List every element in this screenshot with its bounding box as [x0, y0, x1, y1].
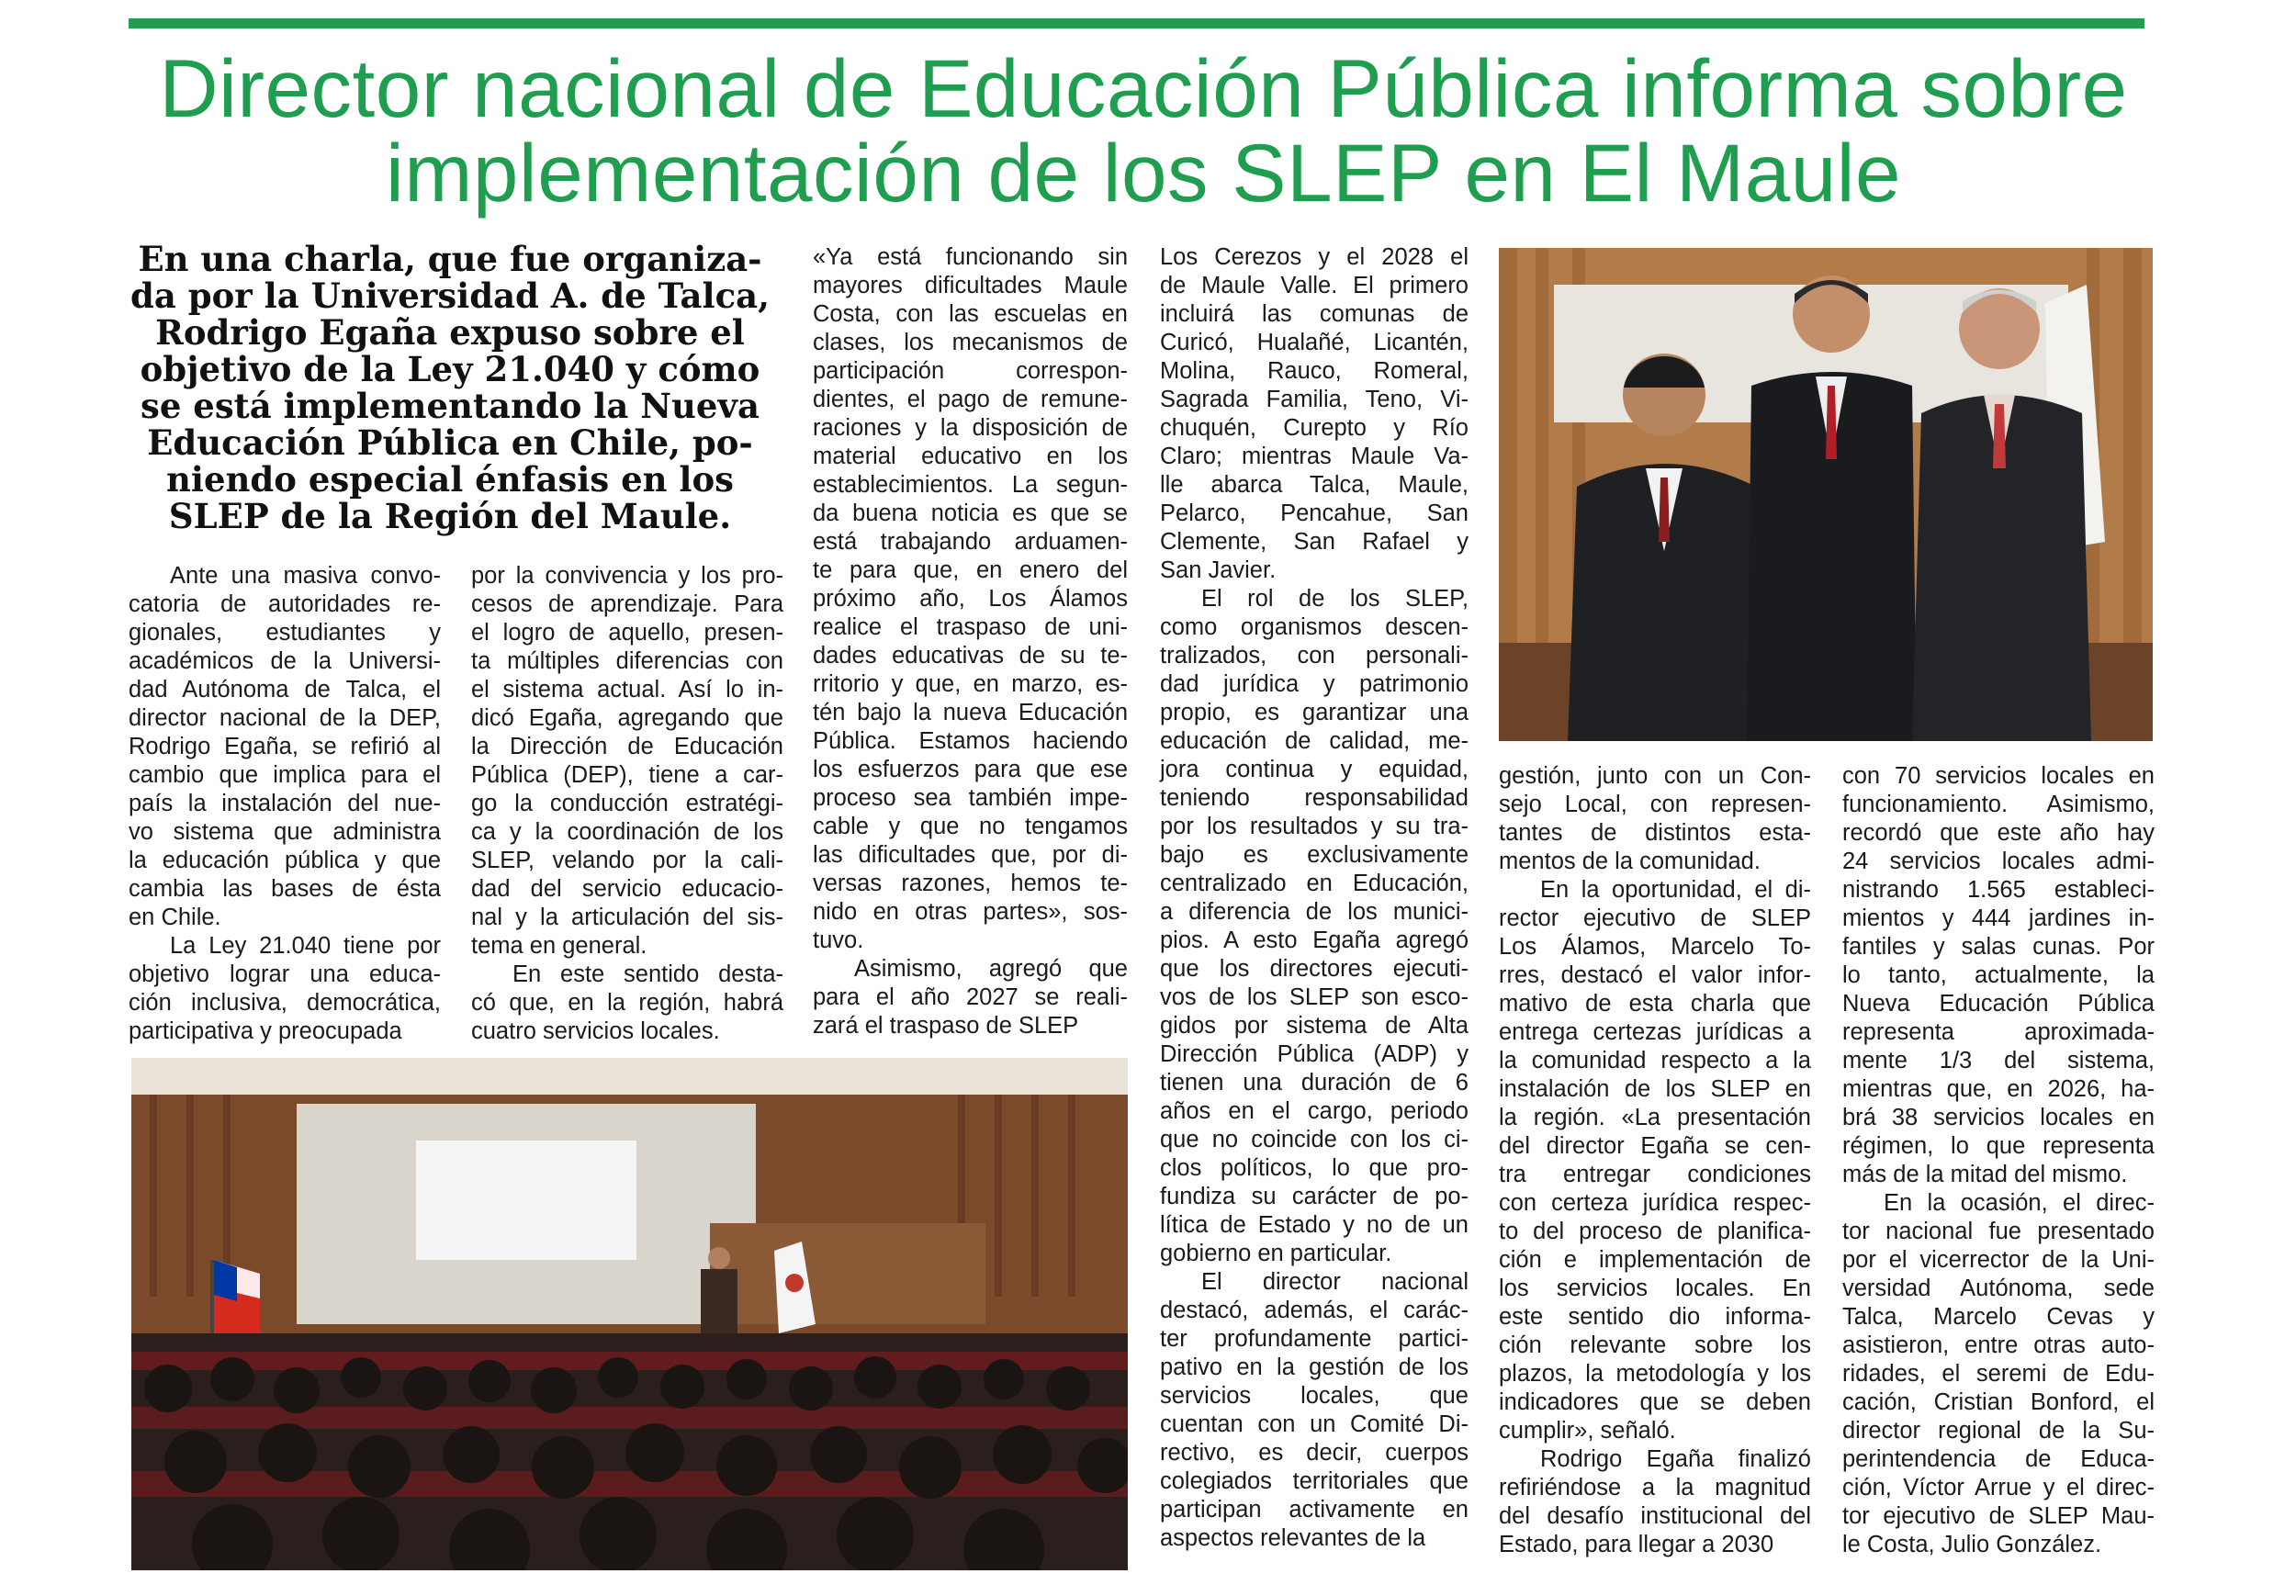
article-line: fundiza su carácter de po- [1160, 1184, 1469, 1209]
article-line: ción inclusiva, democrática, [129, 990, 441, 1016]
article-line: Talca, Marcelo Cevas y [1842, 1304, 2155, 1330]
article-line: director nacional de la DEP, [129, 705, 441, 731]
article-line: da buena noticia es que se [813, 500, 1128, 526]
article-line: lo tanto, actualmente, la [1842, 962, 2155, 988]
article-line: gestión, junto con un Con- [1499, 763, 1811, 789]
article-line: años en el cargo, periodo [1160, 1098, 1469, 1124]
article-line: académicos de la Universi- [129, 648, 441, 674]
article-line: Rodrigo Egaña finalizó [1540, 1446, 1811, 1472]
article-line: los esfuerzos para que ese [813, 757, 1128, 782]
column-4 [1160, 243, 1469, 1553]
article-line: colegiados territoriales que [1160, 1468, 1469, 1494]
article-line: centralizado en Educación, [1160, 871, 1469, 896]
headline-line-1: Director nacional de Educación Pública informa sobre [159, 42, 2128, 134]
article-line: Rodrigo Egaña, se refirió al [129, 734, 441, 759]
article-line: rectivo, es decir, cuerpos [1160, 1440, 1469, 1466]
article-line: por los resultados y su tra- [1160, 814, 1469, 839]
article-line: establecimientos. La segun- [813, 472, 1128, 498]
article-line: cuatro servicios locales. [471, 1018, 720, 1044]
article-line: ción relevante sobre los [1499, 1332, 1811, 1358]
article-line: asistieron, entre otras auto- [1842, 1332, 2155, 1358]
article-line: brá 38 servicios locales en [1842, 1105, 2155, 1130]
article-line: teniendo responsabilidad [1160, 785, 1469, 811]
article-line: participan activamente en [1160, 1497, 1469, 1523]
article-line: catoria de autoridades re- [129, 591, 441, 617]
article-line: clos políticos, lo que pro- [1160, 1155, 1469, 1181]
article-line: nido en otras partes», sos- [813, 899, 1128, 925]
article-line: mativo de esta charla que [1499, 991, 1811, 1017]
article-line: sejo Local, con represen- [1499, 792, 1811, 817]
article-line: En la ocasión, el direc- [1884, 1190, 2155, 1216]
article-line: cable y que no tengamos [813, 814, 1128, 839]
article-line: Sagrada Familia, Teno, Vi- [1160, 387, 1469, 412]
article-line: la región. «La presentación [1499, 1105, 1811, 1130]
article-line: ca y la coordinación de los [471, 819, 783, 845]
article-line: Estado, para llegar a 2030 [1499, 1532, 1774, 1557]
article-line: recordó que este año hay [1842, 820, 2155, 846]
article-line: próximo año, Los Álamos [813, 586, 1128, 612]
article-line: el sistema actual. Así lo in- [471, 677, 783, 702]
article-line: las dificultades que, por di- [813, 842, 1128, 868]
article-line: chuquén, Curepto y Río [1160, 415, 1469, 441]
article-line: destacó, además, el carác- [1160, 1298, 1469, 1323]
article-line: el logro de aquello, presen- [471, 620, 783, 646]
article-line: ter profundamente partici- [1160, 1326, 1469, 1352]
article-line: dicó Egaña, agregando que [471, 705, 783, 731]
article-line: go la conducción estratégi- [471, 791, 783, 816]
article-line: El director nacional [1201, 1269, 1469, 1295]
article-line: tor nacional fue presentado [1842, 1219, 2155, 1244]
article-line: nistrando 1.565 estableci- [1842, 877, 2155, 903]
article-line: Dirección Pública (ADP) y [1160, 1041, 1469, 1067]
article-line: por la convivencia y los pro- [471, 563, 783, 589]
article-line: educación de calidad, me- [1160, 728, 1469, 754]
article-line: Los Álamos, Marcelo To- [1499, 934, 1811, 960]
article-line: nal y la articulación del sis- [471, 905, 783, 930]
article-line: que no coincide con los ci- [1160, 1127, 1469, 1152]
article-line: cesos de aprendizaje. Para [471, 591, 783, 617]
article-line: 24 servicios locales admi- [1842, 849, 2155, 874]
article-line: Asimismo, agregó que [854, 956, 1128, 982]
lead-paragraph [129, 241, 771, 534]
article-line: le Costa, Julio González. [1842, 1532, 2102, 1557]
article-line: gobierno en particular. [1160, 1241, 1392, 1266]
article-line: zará el traspaso de SLEP [813, 1013, 1079, 1039]
article-line: «Ya está funcionando sin [813, 244, 1128, 270]
article-line: mientos y 444 jardines in- [1842, 905, 2155, 931]
article-line: en Chile. [129, 905, 221, 930]
article-line: versidad Autónoma, sede [1842, 1276, 2155, 1301]
article-line: incluirá las comunas de [1160, 301, 1469, 327]
article-line: rres, destacó el valor infor- [1499, 962, 1811, 988]
article-line: En la oportunidad, el di- [1540, 877, 1811, 903]
article-line: cambia las bases de ésta [129, 876, 441, 902]
article-line: material educativo en los [813, 444, 1128, 469]
column-5 [1499, 762, 1811, 1559]
article-line: gidos por sistema de Alta [1160, 1013, 1469, 1039]
article-line: tén bajo la nueva Educación [813, 700, 1128, 725]
article-line: por el vicerrector de la Uni- [1842, 1247, 2155, 1273]
article-line: funcionamiento. Asimismo, [1842, 792, 2155, 817]
article-line: Clemente, San Rafael y [1160, 529, 1469, 555]
photo-three-men [1499, 248, 2153, 741]
article-line: representa aproximada- [1842, 1019, 2155, 1045]
article-line: pativo en la gestión de los [1160, 1354, 1469, 1380]
article-line: ción e implementación de [1499, 1247, 1811, 1273]
article-line: vos de los SLEP son esco- [1160, 984, 1469, 1010]
article-line: para el año 2027 se reali- [813, 984, 1128, 1010]
article-line: instalación de los SLEP en [1499, 1076, 1811, 1102]
article-line: tra entregar condiciones [1499, 1162, 1811, 1187]
column-6 [1842, 762, 2155, 1559]
article-line: mente 1/3 del sistema, [1842, 1048, 2155, 1073]
article-line: pios. A esto Egaña agregó [1160, 927, 1469, 953]
article-line: la comunidad respecto a la [1499, 1048, 1811, 1073]
article-line: Molina, Rauco, Romeral, [1160, 358, 1469, 384]
article-line: tor ejecutivo de SLEP Mau- [1842, 1503, 2155, 1529]
article-line: rritorio y que, en marzo, es- [813, 671, 1128, 697]
article-line: mentos de la comunidad. [1499, 849, 1761, 874]
article-line: la educación pública y que [129, 848, 441, 873]
article-line: rector ejecutivo de SLEP [1499, 905, 1811, 931]
photo-auditorium-illustration [131, 1058, 1128, 1570]
article-line: dientes, el pago de remune- [813, 387, 1128, 412]
article-line: está trabajando arduamen- [813, 529, 1128, 555]
article-line: la Dirección de Educación [471, 734, 783, 759]
article-line: raciones y la disposición de [813, 415, 1128, 441]
article-line: proceso sea también impe- [813, 785, 1128, 811]
lead-line: Educación Pública en Chile, po- [147, 422, 753, 463]
article-line: mayores dificultades Maule [813, 273, 1128, 298]
article-line: propio, es garantizar una [1160, 700, 1469, 725]
article-line: cuentan con un Comité Di- [1160, 1411, 1469, 1437]
article-line: Ante una masiva convo- [170, 563, 441, 589]
article-line: tantes de distintos esta- [1499, 820, 1811, 846]
article-line: En este sentido desta- [512, 961, 783, 987]
article-line: participación correspon- [813, 358, 1128, 384]
article-line: servicios locales, que [1160, 1383, 1469, 1409]
article-line: dad jurídica y patrimonio [1160, 671, 1469, 697]
lead-line: En una charla, que fue organiza- [138, 239, 762, 279]
article-line: gionales, estudiantes y [129, 620, 441, 646]
article-line: del director Egaña se cen- [1499, 1133, 1811, 1159]
article-line: lle abarca Talca, Maule, [1160, 472, 1469, 498]
article-line: indicadores que se deben [1499, 1389, 1811, 1415]
article-line: ta múltiples diferencias con [471, 648, 783, 674]
article-line: jora continua y equidad, [1160, 757, 1469, 782]
article-line: dades educativas de su te- [813, 643, 1128, 669]
article-line: Claro; mientras Maule Va- [1160, 444, 1469, 469]
article-line: Los Cerezos y el 2028 el [1160, 244, 1469, 270]
article-line: Nueva Educación Pública [1842, 991, 2155, 1017]
article-line: lítica de Estado y no de un [1160, 1212, 1469, 1238]
lead-line: Rodrigo Egaña expuso sobre el [155, 312, 745, 353]
photo-auditorium [131, 1058, 1128, 1570]
lead-line: da por la Universidad A. de Talca, [130, 275, 770, 316]
article-line: como organismos descen- [1160, 614, 1469, 640]
article-line: to del proceso de planifica- [1499, 1219, 1811, 1244]
article-line: director regional de la Su- [1842, 1418, 2155, 1444]
article-line: tema en general. [471, 933, 647, 959]
headline-line-2: implementación de los SLEP en El Maule [386, 127, 1901, 219]
lead-line: se está implementando la Nueva [141, 386, 760, 426]
article-line: cambio que implica para el [129, 762, 441, 788]
article-line: que los directores ejecuti- [1160, 956, 1469, 982]
article-line: con 70 servicios locales en [1842, 763, 2155, 789]
article-line: San Javier. [1160, 557, 1277, 583]
article-line: ción, Víctor Arrue y el direc- [1842, 1475, 2155, 1500]
article-line: realice el traspaso de uni- [813, 614, 1128, 640]
article-line: perintendencia de Educa- [1842, 1446, 2155, 1472]
article-line: Curicó, Hualañé, Licantén, [1160, 330, 1469, 355]
article-line: del desafío institucional del [1499, 1503, 1811, 1529]
article-line: Pelarco, Pencahue, San [1160, 500, 1469, 526]
article-line: tralizados, con personali- [1160, 643, 1469, 669]
article-line: fantiles y salas cunas. Por [1842, 934, 2155, 960]
article-line: Pública. Estamos haciendo [813, 728, 1128, 754]
lead-line: objetivo de la Ley 21.040 y cómo [140, 349, 760, 389]
headline [92, 42, 2195, 219]
article-line: tienen una duración de 6 [1160, 1070, 1469, 1096]
column-2 [471, 562, 783, 1046]
article-line: este sentido dio informa- [1499, 1304, 1811, 1330]
article-line: dad del servicio educacio- [471, 876, 783, 902]
article-line: aspectos relevantes de la [1160, 1525, 1426, 1551]
article-line: país la instalación del nue- [129, 791, 441, 816]
article-line: refiriéndose a la magnitud [1499, 1475, 1811, 1500]
article-line: dad Autónoma de Talca, el [129, 677, 441, 702]
lead-line: SLEP de la Región del Maule. [168, 496, 732, 536]
article-line: SLEP, velando por la cali- [471, 848, 783, 873]
article-line: tuvo. [813, 927, 864, 953]
lead-line: niendo especial énfasis en los [166, 459, 734, 500]
article-line: La Ley 21.040 tiene por [170, 933, 441, 959]
article-line: cumplir», señaló. [1499, 1418, 1676, 1444]
article-line: más de la mitad del mismo. [1842, 1162, 2128, 1187]
article-line: versas razones, hemos te- [813, 871, 1128, 896]
article-line: có que, en la región, habrá [471, 990, 783, 1016]
article-line: cación, Cristian Bonford, el [1842, 1389, 2155, 1415]
column-1 [129, 562, 441, 1046]
column-3 [813, 243, 1128, 1040]
article-line: a diferencia de los munici- [1160, 899, 1469, 925]
article-line: los servicios locales. En [1499, 1276, 1811, 1301]
top-rule [129, 18, 2144, 28]
article-line: entrega certezas jurídicas a [1499, 1019, 1811, 1045]
article-line: objetivo lograr una educa- [129, 961, 441, 987]
article-line: mientras que, en 2026, ha- [1842, 1076, 2155, 1102]
article-line: te para que, en enero del [813, 557, 1128, 583]
article-line: vo sistema que administra [129, 819, 441, 845]
article-line: participativa y preocupada [129, 1018, 402, 1044]
article-line: El rol de los SLEP, [1201, 586, 1469, 612]
article-line: bajo es exclusivamente [1160, 842, 1469, 868]
article-line: ridades, el seremi de Edu- [1842, 1361, 2155, 1387]
article-line: régimen, lo que representa [1842, 1133, 2155, 1159]
article-line: de Maule Valle. El primero [1160, 273, 1469, 298]
article-line: Costa, con las escuelas en [813, 301, 1128, 327]
article-line: plazos, la metodología y los [1499, 1361, 1811, 1387]
article-line: con certeza jurídica respec- [1499, 1190, 1811, 1216]
article-line: Pública (DEP), tiene a car- [471, 762, 783, 788]
article-line: clases, los mecanismos de [813, 330, 1128, 355]
photo-three-men-illustration [1499, 248, 2153, 741]
